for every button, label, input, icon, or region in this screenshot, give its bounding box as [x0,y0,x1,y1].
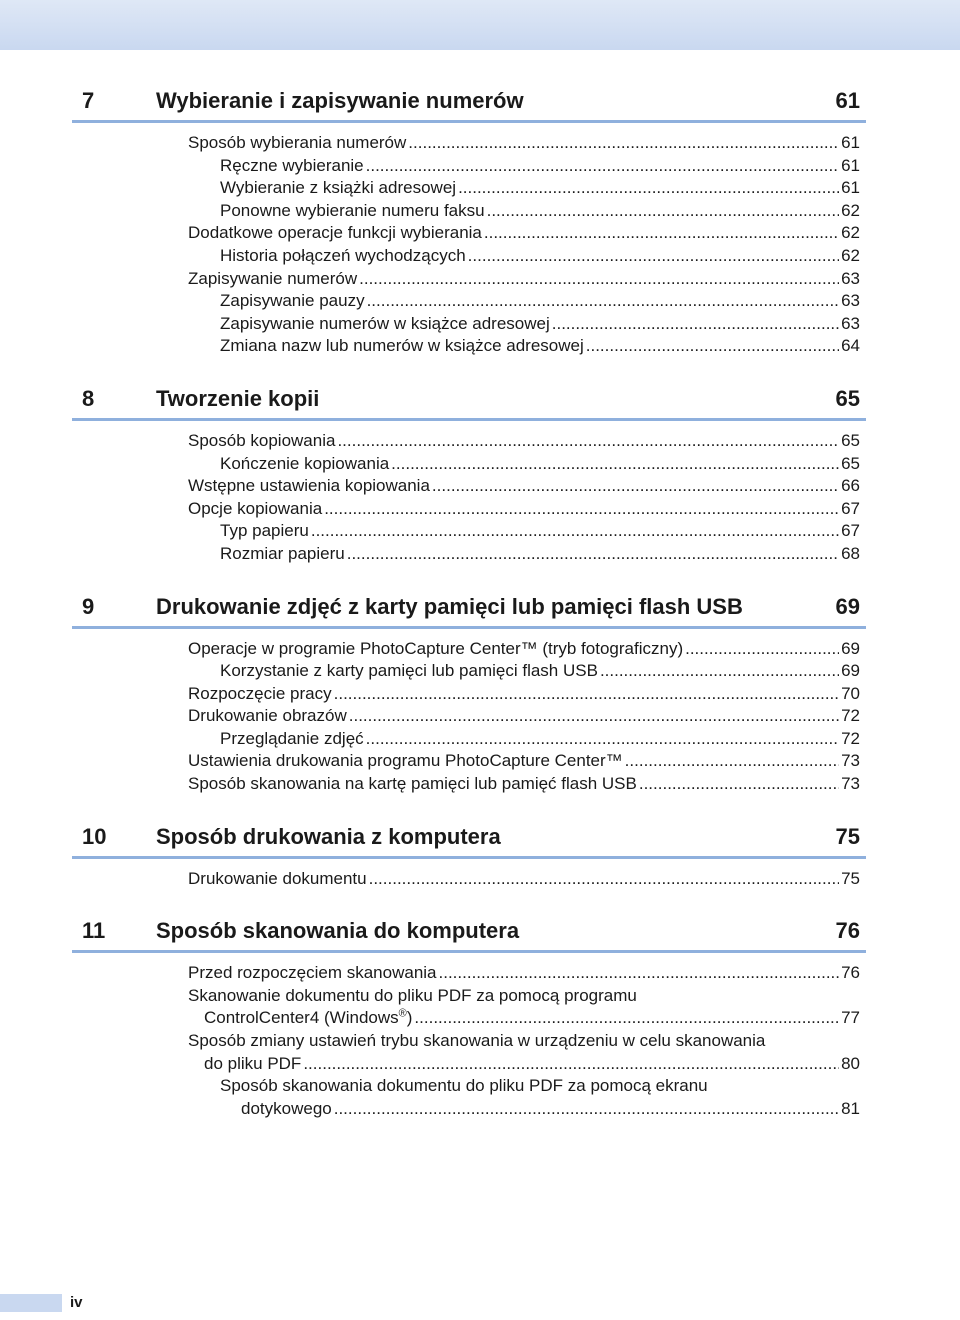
chapter-title: Tworzenie kopii [156,385,320,411]
toc-entry-page: 76 [841,963,860,983]
toc-entry[interactable] [72,268,866,291]
toc-entry-list [72,953,866,1120]
toc-entry-page: 70 [841,683,860,703]
toc-entry[interactable] [72,335,866,358]
toc-entry[interactable] [72,430,866,453]
dot-leader [625,750,839,773]
toc-entry-label: Wybieranie z książki adresowej [220,178,457,198]
toc-entry-page: 73 [841,774,860,794]
toc-entry-label: Wstępne ustawienia kopiowania [188,476,430,496]
dot-leader [600,660,839,683]
toc-entry-label: Rozpoczęcie pracy [188,683,332,703]
toc-entry-label: Dodatkowe operacje funkcji wybierania [188,223,482,243]
chapter-heading[interactable] [72,82,866,123]
toc-entry-page: 64 [841,336,860,356]
chapter-page-number: 65 [835,385,860,411]
toc-entry-label-continued [204,1053,301,1076]
toc-entry-page: 65 [841,453,860,473]
dot-leader [334,683,839,706]
dot-leader [552,313,839,336]
chapter-title: Sposób skanowania do komputera [156,918,520,944]
dot-leader [337,430,839,453]
toc-entry-page: 63 [841,291,860,311]
toc-entry-page: 63 [841,268,860,288]
toc-entry-list [72,859,866,891]
toc-entry[interactable] [72,1075,866,1120]
toc-entry-label: Typ papieru [220,521,309,541]
toc-entry[interactable] [72,868,866,891]
chapter-page-number: 76 [835,918,860,944]
toc-entry[interactable] [72,705,866,728]
toc-entry-label: Sposób wybierania numerów [188,133,407,152]
toc-entry[interactable] [72,132,866,155]
chapter-number: 7 [82,88,95,113]
toc-entry-label-tail: ) [406,1008,413,1028]
dot-leader [367,290,840,313]
dot-leader [408,132,839,155]
toc-entry[interactable] [72,222,866,245]
toc-entry[interactable] [72,475,866,498]
toc-entry-page: 61 [841,133,860,152]
toc-entry[interactable] [72,520,866,543]
chapter-section [72,588,866,796]
toc-entry-label: Zmiana nazw lub numerów w książce adresowej [220,336,584,356]
dot-leader [639,773,839,796]
toc-entry-label-continued [241,1098,332,1121]
dot-leader [347,543,839,566]
toc-entry-label: Zapisywanie numerów w książce adresowej [220,313,550,333]
toc-entry[interactable] [72,245,866,268]
toc-entry-label: Drukowanie dokumentu [188,868,367,888]
toc-entry-page: 62 [841,245,860,265]
page-number: iv [70,1294,83,1311]
chapter-section [72,82,866,358]
chapter-number: 10 [82,823,107,849]
toc-entry-page: 61 [841,178,860,198]
toc-entry-label: Sposób zmiany ustawień trybu skanowania w urządzeniu w celu skanowania [188,1031,766,1051]
toc-entry-label: Przed rozpoczęciem skanowania [188,963,437,983]
toc-entry-page: 69 [841,638,860,658]
chapter-section [72,380,866,566]
chapter-section [72,818,866,891]
toc-entry-label: Przeglądanie zdjęć [220,728,364,748]
chapter-title: Sposób drukowania z komputera [156,823,501,849]
toc-entry-label-continued [204,1007,412,1030]
toc-entry-line [220,1098,860,1121]
toc-entry-label: Zapisywanie numerów [188,268,358,288]
chapter-number: 9 [82,593,95,619]
toc-entry-list [72,629,866,796]
toc-entry-label-part: dotykowego [241,1098,332,1118]
toc-entry-label-part: do pliku PDF [204,1053,302,1073]
toc-entry[interactable] [72,498,866,521]
toc-entry-label-part: ControlCenter4 (Windows [204,1008,399,1028]
toc-entry-page: 61 [841,155,860,175]
dot-leader [369,868,839,891]
toc-entry-list [72,421,866,566]
dot-leader [414,1007,839,1030]
toc-entry[interactable] [72,660,866,683]
top-header-band [0,0,960,50]
chapter-heading[interactable] [72,912,866,953]
toc-entry[interactable] [72,728,866,751]
toc-entry-label: Opcje kopiowania [188,498,323,518]
toc-entry-page: 69 [841,661,860,681]
toc-entry-label: Ponowne wybieranie numeru faksu [220,200,485,220]
toc-entry[interactable] [72,177,866,200]
toc-entry-label: Sposób skanowania dokumentu do pliku PDF za pomocą ekranu [220,1076,708,1096]
toc-entry-label: Skanowanie dokumentu do pliku PDF za pomocą programu [188,985,637,1005]
toc-entry-page: 75 [841,868,860,888]
dot-leader [487,200,839,223]
toc-entry-label: Zapisywanie pauzy [220,291,365,311]
dot-leader [484,222,839,245]
toc-entry-page: 73 [841,751,860,771]
toc-entry-label: Sposób skanowania na kartę pamięci lub pamięć flash USB [188,774,637,794]
dot-leader [458,177,839,200]
toc-entry-label: Sposób kopiowania [188,430,336,450]
toc-entry[interactable] [72,638,866,661]
dot-leader [439,962,840,985]
chapter-heading[interactable] [72,588,866,629]
dot-leader [468,245,839,268]
chapter-heading[interactable] [72,380,866,421]
toc-entry-page: 63 [841,313,860,333]
toc-entry-page: 72 [841,706,860,726]
dot-leader [334,1098,839,1121]
toc-entry[interactable] [72,155,866,178]
chapter-page-number: 69 [835,593,860,619]
toc-entry[interactable] [72,1030,866,1075]
registered-mark: ® [398,1007,407,1020]
toc-entry-label: Historia połączeń wychodzących [220,245,466,265]
chapter-title: Drukowanie zdjęć z karty pamięci lub pamięci flash USB [156,593,743,619]
toc-entry-page: 62 [841,223,860,243]
footer-color-bar [0,1294,62,1312]
chapter-page-number: 75 [835,823,860,849]
chapter-section [72,912,866,1120]
toc-entry[interactable] [72,750,866,773]
toc-entry[interactable] [72,962,866,985]
dot-leader [586,335,839,358]
toc-entry-page: 68 [841,543,860,563]
chapter-page-number: 61 [835,88,860,113]
toc-entry[interactable] [72,313,866,336]
chapter-number: 8 [82,385,95,411]
toc-entry-label: Operacje w programie PhotoCapture Center™ (tryb fotograficzny) [188,638,684,658]
toc-entry[interactable] [72,985,866,1030]
toc-entry-label: Ręczne wybieranie [220,155,364,175]
chapter-heading[interactable] [72,818,866,859]
toc-entry-page: 81 [841,1098,860,1118]
dot-leader [303,1053,839,1076]
toc-entry-label: Korzystanie z karty pamięci lub pamięci flash USB [220,661,598,681]
toc-entry[interactable] [72,773,866,796]
toc-entry[interactable] [72,683,866,706]
dot-leader [685,638,839,661]
dot-leader [349,705,839,728]
toc-entry-page: 62 [841,200,860,220]
table-of-contents [72,82,866,1142]
dot-leader [432,475,839,498]
toc-entry-page: 65 [841,430,860,450]
toc-entry-label: Kończenie kopiowania [220,453,390,473]
toc-entry-label: Ustawienia drukowania programu PhotoCapture Center™ [188,751,623,771]
toc-entry[interactable] [72,453,866,476]
dot-leader [366,728,839,751]
toc-entry[interactable] [72,543,866,566]
toc-entry-line [188,1053,860,1076]
dot-leader [366,155,839,178]
dot-leader [324,498,839,521]
toc-entry-page: 67 [841,498,860,518]
toc-entry-page: 67 [841,521,860,541]
toc-entry-line [188,1007,860,1030]
dot-leader [359,268,839,291]
chapter-number: 11 [82,918,106,944]
toc-entry-page: 80 [841,1053,860,1073]
dot-leader [391,453,839,476]
toc-entry-label: Rozmiar papieru [220,543,345,563]
dot-leader [311,520,839,543]
toc-entry[interactable] [72,290,866,313]
toc-entry-list [72,123,866,358]
toc-entry-label: Drukowanie obrazów [188,706,347,726]
chapter-title: Wybieranie i zapisywanie numerów [156,88,524,113]
toc-entry-page: 66 [841,476,860,496]
toc-entry[interactable] [72,200,866,223]
toc-entry-page: 77 [841,1008,860,1028]
toc-entry-page: 72 [841,728,860,748]
